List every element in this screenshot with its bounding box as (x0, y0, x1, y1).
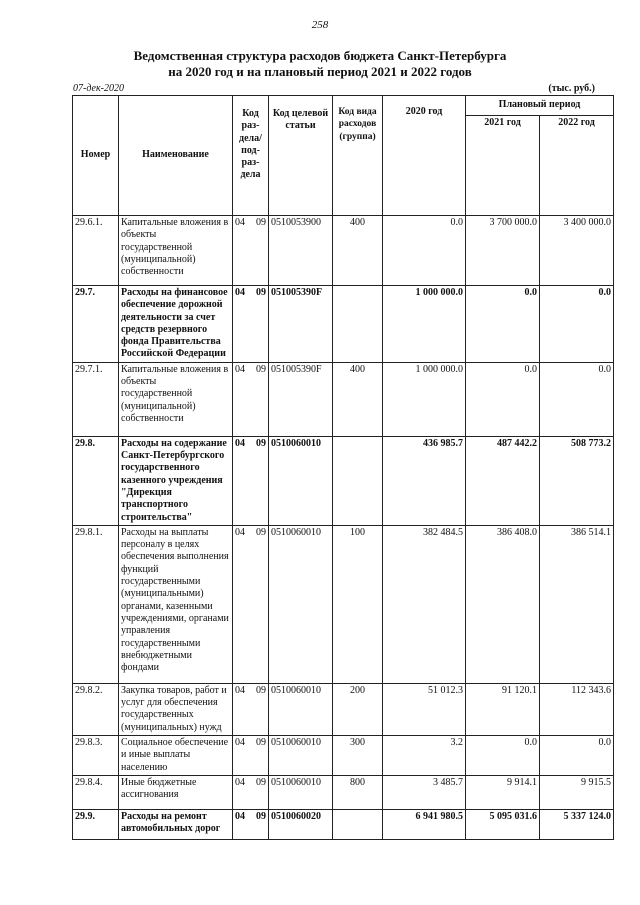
cell-name: Капитальные вложения в объекты государственной (муниципальной) собственности (119, 362, 233, 436)
table-row (73, 286, 614, 363)
section-code: 04 (235, 810, 245, 822)
cell-target-code: 051005390F (269, 286, 333, 363)
cell-section-code (233, 216, 269, 286)
cell-name: Расходы на содержание Санкт-Петербургского государственного казенного учреждения "Дирекция транспортного строительства" (119, 436, 233, 525)
cell-2020: 382 484.5 (383, 525, 466, 683)
cell-number: 29.8.1. (73, 525, 119, 683)
table-row (73, 216, 614, 286)
cell-2022: 9 915.5 (540, 775, 614, 809)
subsection-code: 09 (256, 217, 266, 228)
subsection-code: 09 (256, 287, 266, 298)
cell-2020: 436 985.7 (383, 436, 466, 525)
cell-2022: 0.0 (540, 286, 614, 363)
section-code: 04 (235, 737, 245, 749)
subsection-code: 09 (256, 437, 266, 449)
cell-number: 29.6.1. (73, 216, 119, 286)
cell-2020: 1 000 000.0 (383, 362, 466, 436)
table-body (73, 216, 614, 840)
header-expense-type: Код вида расходов (группа) (333, 96, 383, 216)
table-row (73, 775, 614, 809)
cell-number: 29.7.1. (73, 362, 119, 436)
cell-target-code: 051005390F (269, 362, 333, 436)
cell-number: 29.8.3. (73, 736, 119, 776)
cell-2021: 0.0 (466, 736, 540, 776)
cell-name: Закупка товаров, работ и услуг для обеспечения государственных (муниципальных) нужд (119, 683, 233, 735)
cell-number: 29.8.2. (73, 683, 119, 735)
cell-target-code: 0510060020 (269, 809, 333, 839)
cell-expense-type: 400 (333, 216, 383, 286)
cell-name: Расходы на ремонт автомобильных дорог (119, 809, 233, 839)
cell-target-code: 0510053900 (269, 216, 333, 286)
cell-target-code: 0510060010 (269, 683, 333, 735)
document-title (0, 48, 640, 80)
cell-2020: 3 485.7 (383, 775, 466, 809)
cell-2021: 487 442.2 (466, 436, 540, 525)
cell-number: 29.9. (73, 809, 119, 839)
cell-target-code: 0510060010 (269, 736, 333, 776)
cell-2022: 508 773.2 (540, 436, 614, 525)
cell-expense-type: 800 (333, 775, 383, 809)
cell-name: Социальное обеспечение и иные выплаты населению (119, 736, 233, 776)
cell-2020: 0.0 (383, 216, 466, 286)
cell-section-code (233, 362, 269, 436)
header-2021: 2021 год (466, 116, 540, 216)
units-label: (тыс. руб.) (548, 83, 595, 94)
cell-target-code: 0510060010 (269, 775, 333, 809)
cell-number: 29.8.4. (73, 775, 119, 809)
header-number: Номер (73, 96, 119, 216)
cell-section-code (233, 775, 269, 809)
section-code: 04 (235, 684, 245, 696)
subsection-code: 09 (256, 810, 266, 822)
cell-number: 29.8. (73, 436, 119, 525)
cell-2020: 6 941 980.5 (383, 809, 466, 839)
subsection-code: 09 (256, 684, 266, 696)
cell-target-code: 0510060010 (269, 436, 333, 525)
cell-2022: 112 343.6 (540, 683, 614, 735)
cell-name: Расходы на выплаты персоналу в целях обеспечения выполнения функций государственными (муниципальными) органами, казенными учреждениями, органами управления государственными внебюджетными фондами (119, 525, 233, 683)
header-name: Наименование (119, 96, 233, 216)
title-line-1: Ведомственная структура расходов бюджета Санкт-Петербурга (133, 48, 507, 63)
cell-target-code: 0510060010 (269, 525, 333, 683)
cell-section-code (233, 436, 269, 525)
cell-name: Расходы на финансовое обеспечение дорожной деятельности за счет средств резервного фонда Правительства Российской Федерации (119, 286, 233, 363)
cell-expense-type (333, 436, 383, 525)
cell-expense-type: 300 (333, 736, 383, 776)
subsection-code: 09 (256, 363, 266, 375)
cell-2020: 3.2 (383, 736, 466, 776)
cell-section-code (233, 736, 269, 776)
cell-2021: 3 700 000.0 (466, 216, 540, 286)
cell-expense-type (333, 809, 383, 839)
section-code: 04 (235, 526, 245, 538)
cell-section-code (233, 286, 269, 363)
cell-expense-type: 100 (333, 525, 383, 683)
table-row (73, 683, 614, 735)
cell-section-code (233, 683, 269, 735)
cell-expense-type: 400 (333, 362, 383, 436)
cell-number: 29.7. (73, 286, 119, 363)
header-target-code: Код целевой статьи (269, 96, 333, 216)
section-code: 04 (235, 363, 245, 375)
cell-2021: 9 914.1 (466, 775, 540, 809)
cell-expense-type (333, 286, 383, 363)
cell-2020: 1 000 000.0 (383, 286, 466, 363)
title-line-2: на 2020 год и на плановый период 2021 и 2022 годов (168, 64, 472, 79)
cell-expense-type: 200 (333, 683, 383, 735)
subsection-code: 09 (256, 776, 266, 788)
budget-table (72, 95, 614, 840)
section-code: 04 (235, 776, 245, 788)
header-section-code: Код раз-дела/ под-раз-дела (233, 96, 269, 216)
cell-2022: 5 337 124.0 (540, 809, 614, 839)
cell-2021: 0.0 (466, 286, 540, 363)
cell-name: Иные бюджетные ассигнования (119, 775, 233, 809)
cell-2021: 386 408.0 (466, 525, 540, 683)
header-planned-period: Плановый период (466, 96, 614, 116)
page-number: 258 (311, 19, 329, 31)
cell-2022: 386 514.1 (540, 525, 614, 683)
cell-2020: 51 012.3 (383, 683, 466, 735)
cell-2021: 0.0 (466, 362, 540, 436)
subsection-code: 09 (256, 737, 266, 749)
section-code: 04 (235, 437, 245, 449)
section-code: 04 (235, 287, 245, 298)
table-row (73, 809, 614, 839)
header-2020: 2020 год (383, 96, 466, 216)
cell-2021: 91 120.1 (466, 683, 540, 735)
table-row (73, 362, 614, 436)
cell-2021: 5 095 031.6 (466, 809, 540, 839)
table-row (73, 436, 614, 525)
header-2022: 2022 год (540, 116, 614, 216)
table-row (73, 525, 614, 683)
cell-section-code (233, 525, 269, 683)
cell-name: Капитальные вложения в объекты государственной (муниципальной) собственности (119, 216, 233, 286)
cell-2022: 0.0 (540, 736, 614, 776)
table-row (73, 736, 614, 776)
section-code: 04 (235, 217, 245, 228)
document-date: 07-дек-2020 (73, 83, 124, 94)
subsection-code: 09 (256, 526, 266, 538)
cell-2022: 3 400 000.0 (540, 216, 614, 286)
cell-2022: 0.0 (540, 362, 614, 436)
cell-section-code (233, 809, 269, 839)
